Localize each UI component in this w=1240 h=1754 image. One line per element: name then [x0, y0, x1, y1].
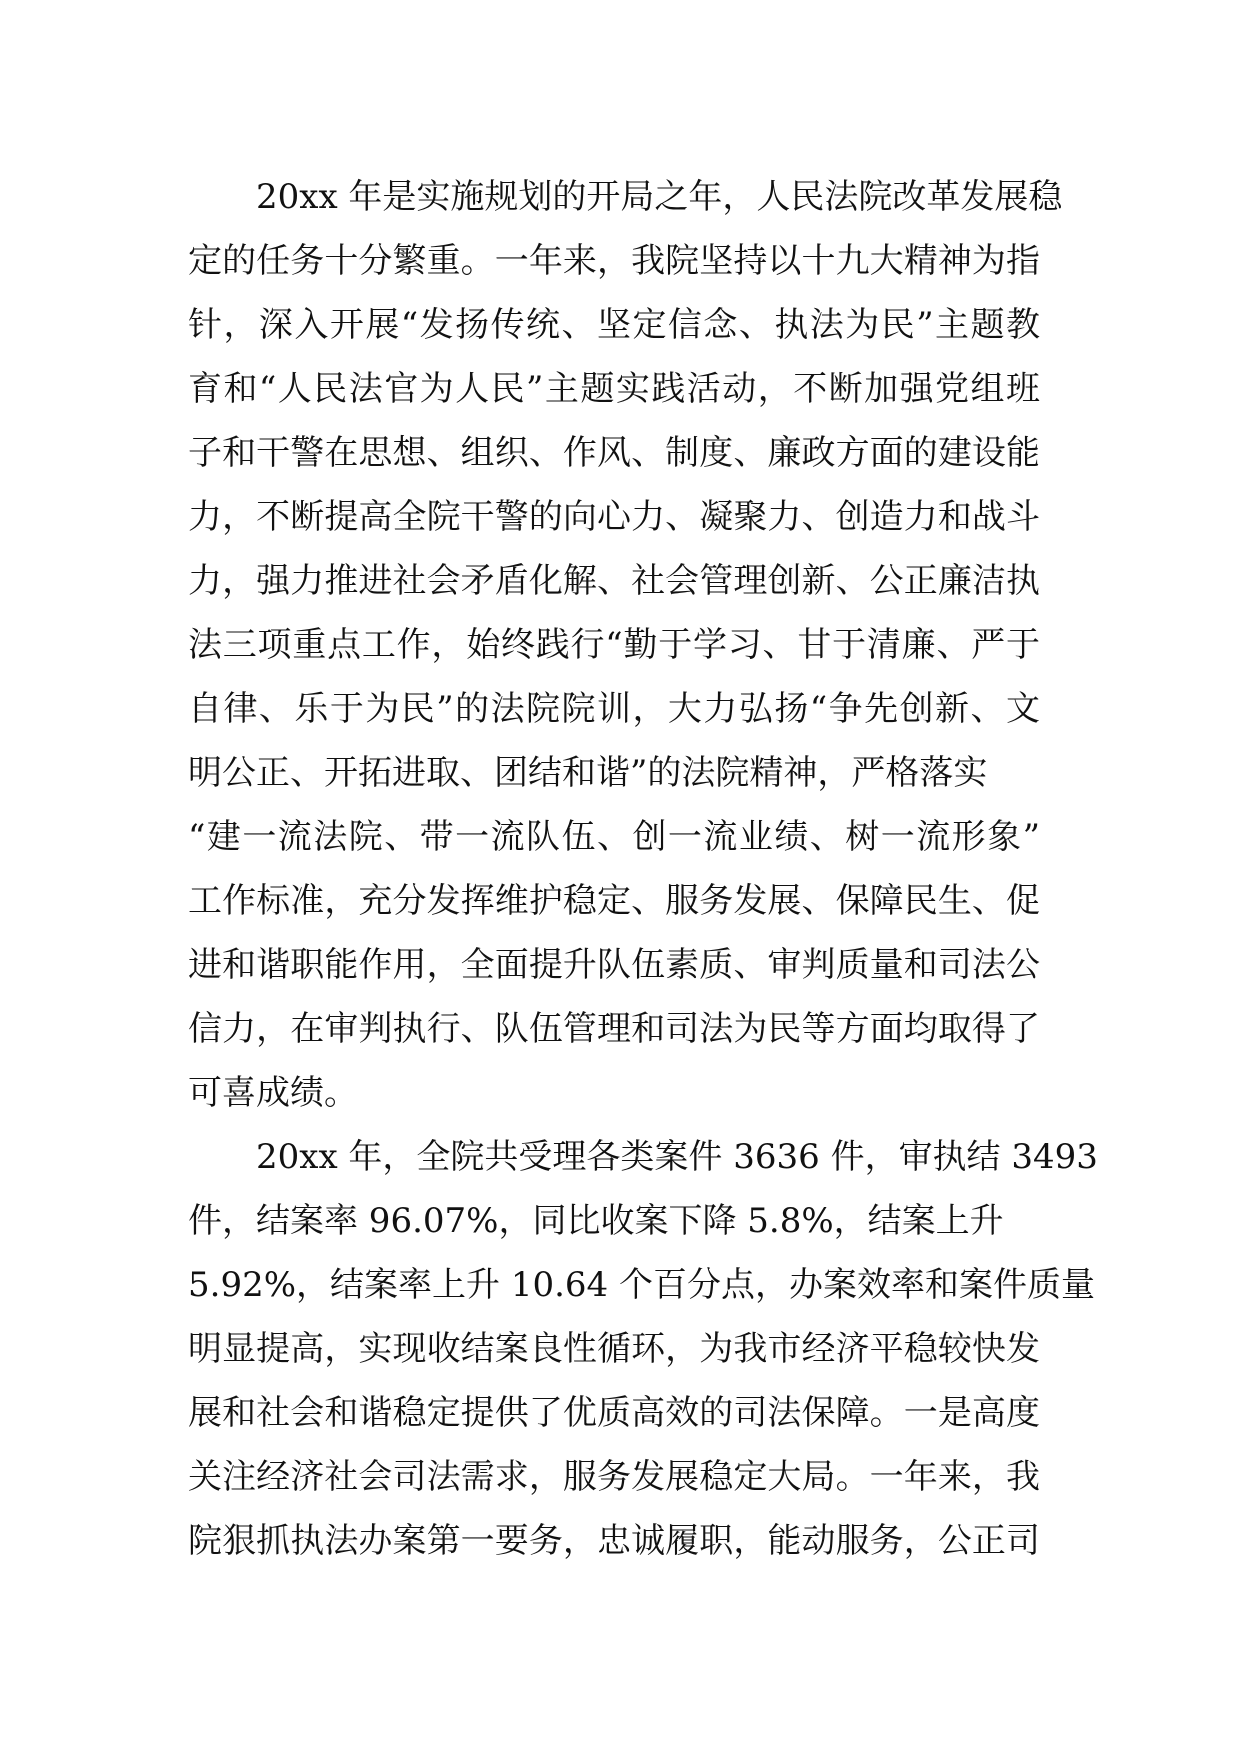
paragraph-line: 力，不断提高全院干警的向心力、凝聚力、创造力和战斗 — [188, 497, 1040, 537]
paragraph-line: 育和“人民法官为人民”主题实践活动，不断加强党组班 — [188, 369, 1040, 409]
paragraph-line: 自律、乐于为民”的法院院训，大力弘扬“争先创新、文 — [188, 689, 1040, 729]
paragraph-line: 针，深入开展“发扬传统、坚定信念、执法为民”主题教 — [188, 305, 1040, 345]
paragraph-line: 明显提高，实现收结案良性循环，为我市经济平稳较快发 — [188, 1329, 1040, 1369]
paragraph-line: 5.92%，结案率上升 10.64 个百分点，办案效率和案件质量 — [188, 1265, 1095, 1305]
paragraph-line: 工作标准，充分发挥维护稳定、服务发展、保障民生、促 — [188, 881, 1040, 921]
paragraph-line: 20xx 年是实施规划的开局之年，人民法院改革发展稳 — [256, 177, 1063, 217]
paragraph-line: 可喜成绩。 — [188, 1073, 358, 1113]
paragraph-line: 定的任务十分繁重。一年来，我院坚持以十九大精神为指 — [188, 241, 1040, 281]
paragraph-line: 力，强力推进社会矛盾化解、社会管理创新、公正廉洁执 — [188, 561, 1040, 601]
document-body — [188, 165, 1098, 1573]
paragraph-line: 20xx 年，全院共受理各类案件 3636 件，审执结 3493 — [256, 1137, 1098, 1177]
paragraph-line: 院狠抓执法办案第一要务，忠诚履职，能动服务，公正司 — [188, 1521, 1040, 1561]
paragraph-line: 子和干警在思想、组织、作风、制度、廉政方面的建设能 — [188, 433, 1040, 473]
paragraph-line: 进和谐职能作用，全面提升队伍素质、审判质量和司法公 — [188, 945, 1040, 985]
paragraph-line: 明公正、开拓进取、团结和谐”的法院精神，严格落实 — [188, 753, 988, 793]
paragraph-line: “建一流法院、带一流队伍、创一流业绩、树一流形象” — [188, 817, 1040, 857]
paragraph-2 — [188, 1125, 1098, 1573]
paragraph-line: 信力，在审判执行、队伍管理和司法为民等方面均取得了 — [188, 1009, 1040, 1049]
paragraph-line: 展和社会和谐稳定提供了优质高效的司法保障。一是高度 — [188, 1393, 1040, 1433]
paragraph-line: 件，结案率 96.07%，同比收案下降 5.8%，结案上升 — [188, 1201, 1004, 1241]
paragraph-1 — [188, 165, 1063, 1125]
paragraph-line: 法三项重点工作，始终践行“勤于学习、甘于清廉、严于 — [188, 625, 1040, 665]
paragraph-line: 关注经济社会司法需求，服务发展稳定大局。一年来，我 — [188, 1457, 1040, 1497]
